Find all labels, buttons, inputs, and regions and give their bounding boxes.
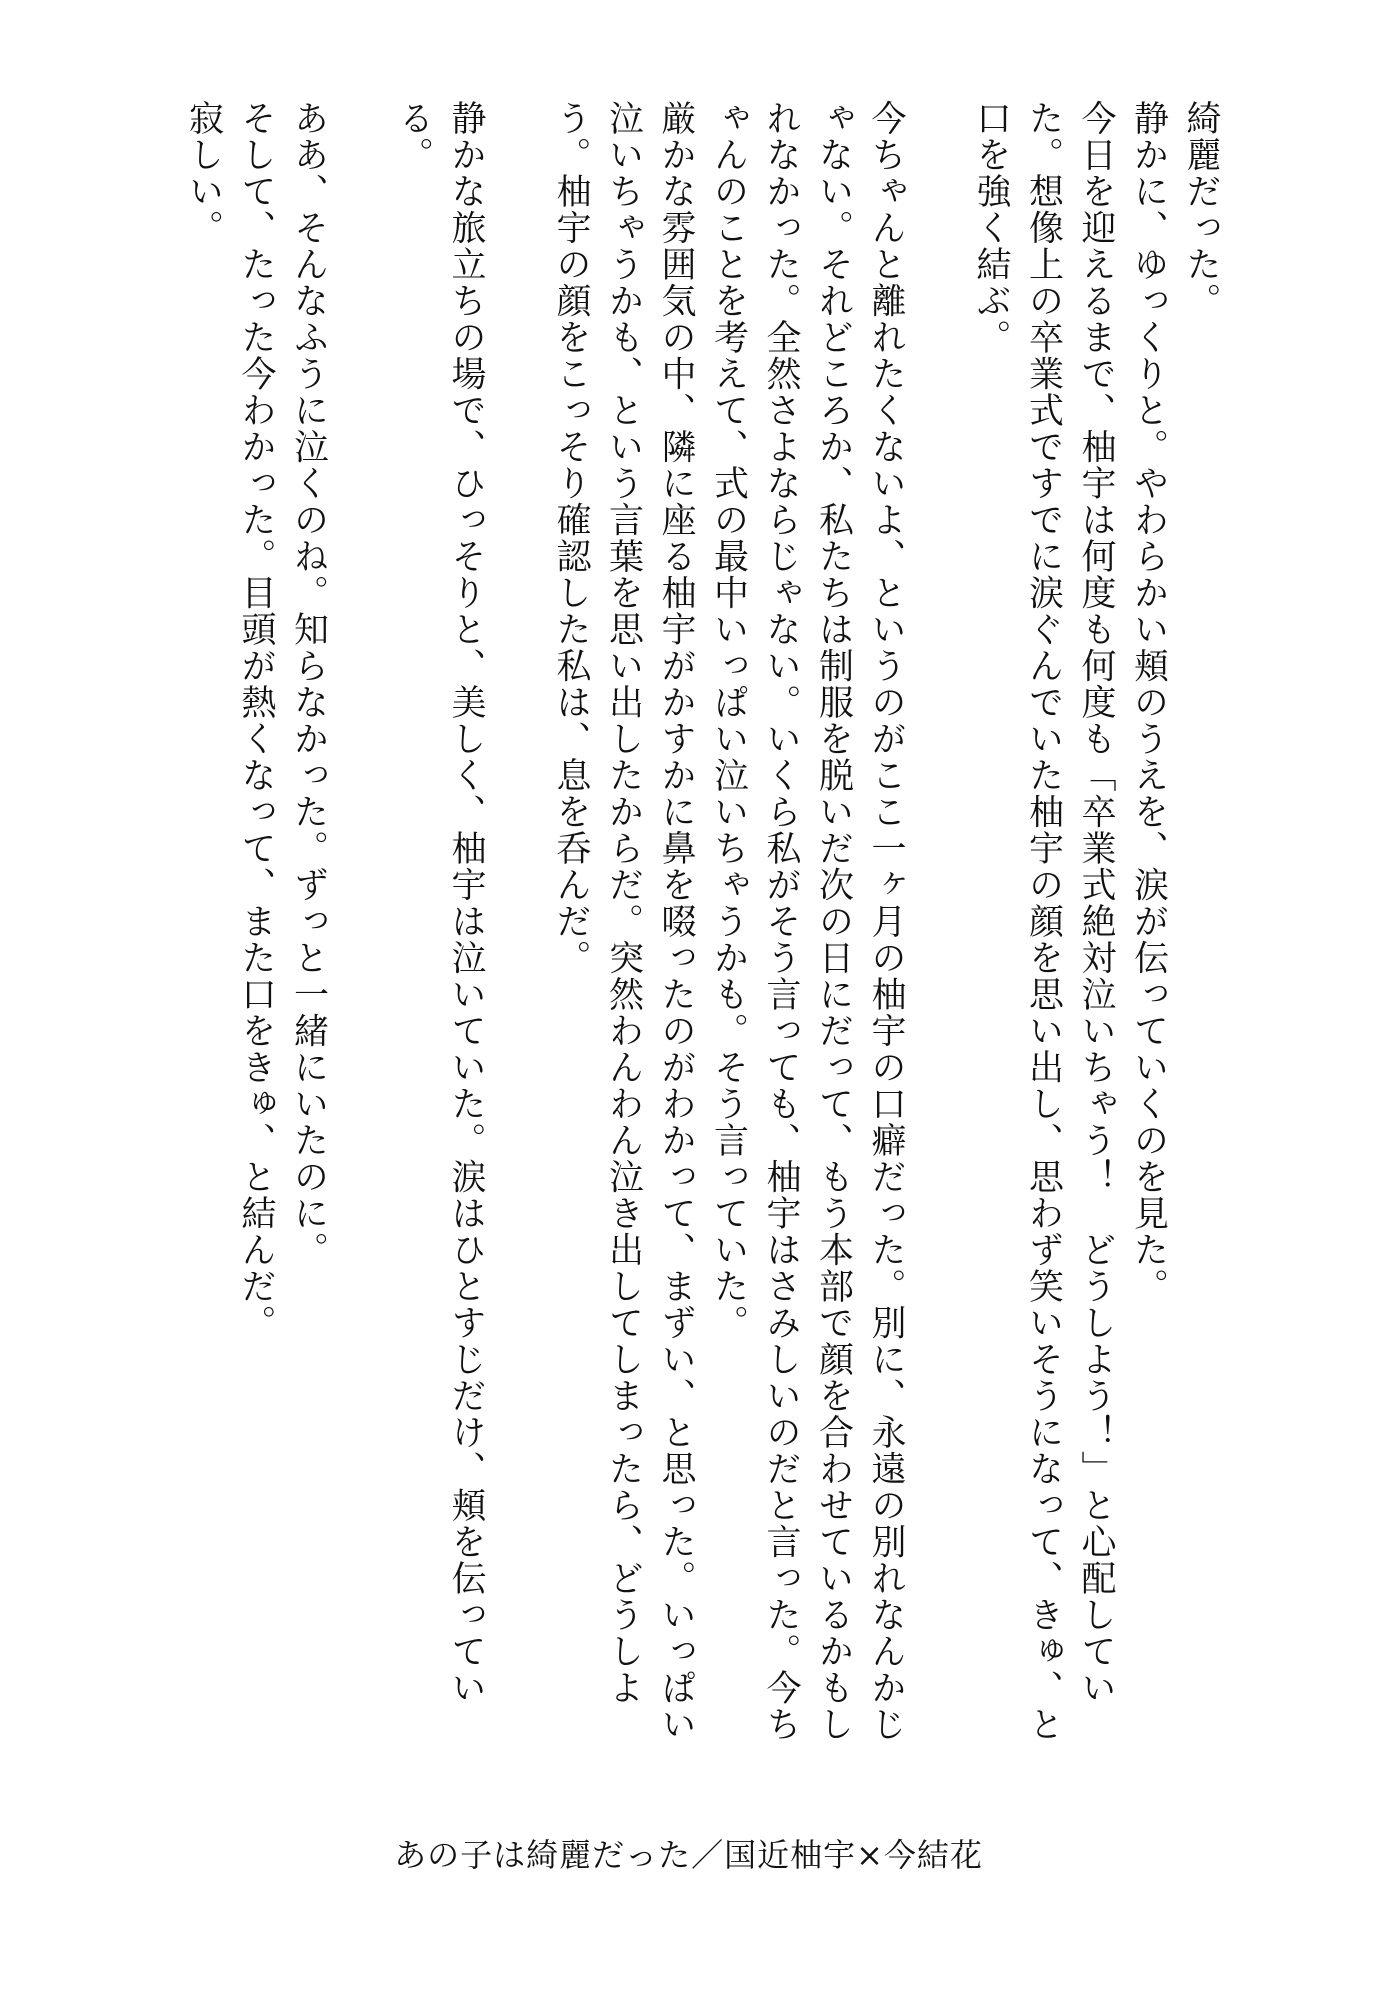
paragraph-4: 今ちゃんと離れたくないよ、というのがここ一ヶ月の柚宇の口癖だった。別に、永遠の別れなんかじゃない。それどころか、私たちは制服を脱いだ次の日にだって、もう本部で顔を合わせているかもしれなかった。全然さよならじゃない。いくら私がそう言っても、柚宇はさみしいのだと言った。今ちゃんのことを考えて、式の最中いっぱい泣いちゃうかも。そう言っていた。 [708, 100, 906, 1743]
body-text [0, 100, 1227, 1760]
paragraph-1: 綺麗だった。 [1181, 100, 1221, 319]
paragraph-3: 今日を迎えるまで、柚宇は何度も何度も「卒業式絶対泣いちゃう！ どうしよう！」と心配していた。想像上の卒業式ですでに涙ぐんでいた柚宇の顔を思い出し、思わず笑いそうになって、きゅ、と口を強く結ぶ。 [971, 100, 1116, 1743]
footer-caption: あの子は綺麗だった／国近柚宇×今結花 [394, 1836, 983, 1874]
paragraph-2: 静かに、ゆっくりと。やわらかい頬のうえを、涙が伝っていくのを見た。 [1128, 100, 1169, 1305]
paragraph-8: そして、たった今わかった。目頭が熱くなって、また口をきゅ、と結んだ。 [236, 100, 276, 1341]
paragraph-5: 厳かな雰囲気の中、隣に座る柚宇がかすかに鼻を啜ったのがわかって、まずい、と思った。いっぱい泣いちゃうかも、という言葉を思い出したからだ。突然わんわん泣き出してしまったら、どうしよう。柚宇の顔をこっそり確認した私は、息を呑んだ。 [551, 100, 696, 1743]
paragraph-7: ああ、そんなふうに泣くのね。知らなかった。ずっと一緒にいたのに。 [288, 100, 329, 1268]
paragraph-9: 寂しい。 [183, 100, 224, 246]
paragraph-6: 静かな旅立ちの場で、ひっそりと、美しく、柚宇は泣いていた。涙はひとすじだけ、頬を伝っている。 [393, 100, 486, 1706]
